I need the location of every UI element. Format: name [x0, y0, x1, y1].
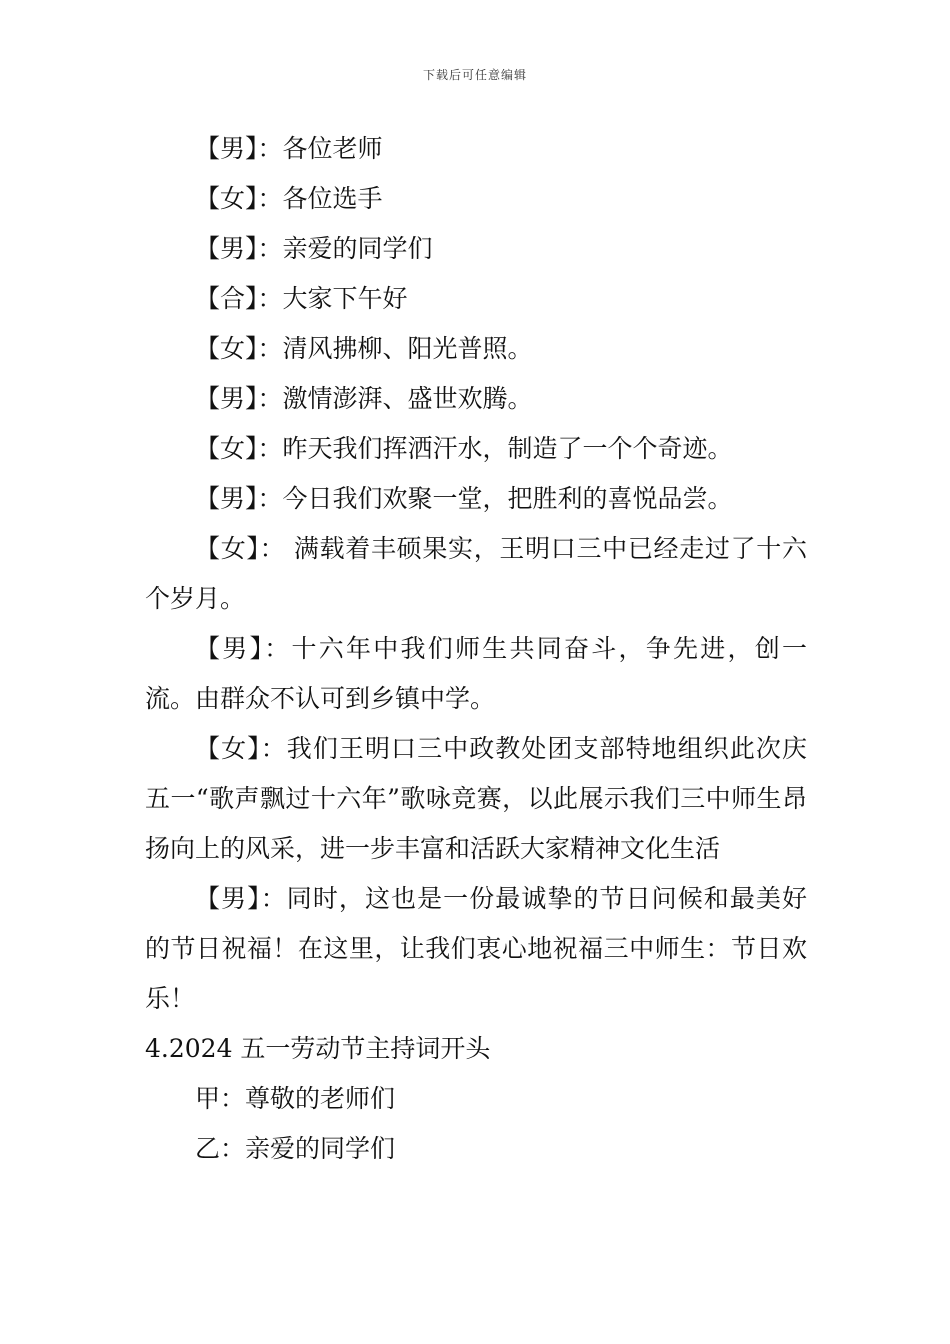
paragraph: 【男】：各位老师 [195, 134, 383, 163]
paragraph: 【女】：各位选手 [195, 184, 383, 213]
paragraph: 甲：尊敬的老师们 [195, 1084, 396, 1113]
paragraph: 【女】：清风拂柳、阳光普照。 [195, 334, 533, 363]
paragraph: 【女】：昨天我们挥洒汗水，制造了一个个奇迹。 [195, 434, 733, 463]
section-heading: 4.2024 五一劳动节主持词开头 [145, 1034, 491, 1063]
paragraph: 【男】：今日我们欢聚一堂，把胜利的喜悦品尝。 [195, 484, 733, 513]
paragraph: 【男】：十六年中我们师生共同奋斗，争先进，创一流。由群众不认可到乡镇中学。 [145, 634, 807, 713]
paragraph: 【女】： 满载着丰硕果实，王明口三中已经走过了十六个岁月。 [145, 534, 807, 613]
paragraph: 【男】：亲爱的同学们 [195, 234, 433, 263]
paragraph: 【女】：我们王明口三中政教处团支部特地组织此次庆五一“歌声飘过十六年”歌咏竞赛，以此展示我们三中师生昂扬向上的风采，进一步丰富和活跃大家精神文化生活 [145, 734, 807, 863]
paragraph: 【合】：大家下午好 [195, 284, 408, 313]
paragraph: 【男】：同时，这也是一份最诚挚的节日问候和最美好的节日祝福！在这里，让我们衷心地祝福三中师生：节日欢乐！ [145, 884, 807, 1013]
paragraph: 【男】：激情澎湃、盛世欢腾。 [195, 384, 533, 413]
paragraph: 乙：亲爱的同学们 [195, 1134, 396, 1163]
page-header: 下载后可任意编辑 [422, 68, 527, 82]
document-body [145, 124, 807, 1174]
